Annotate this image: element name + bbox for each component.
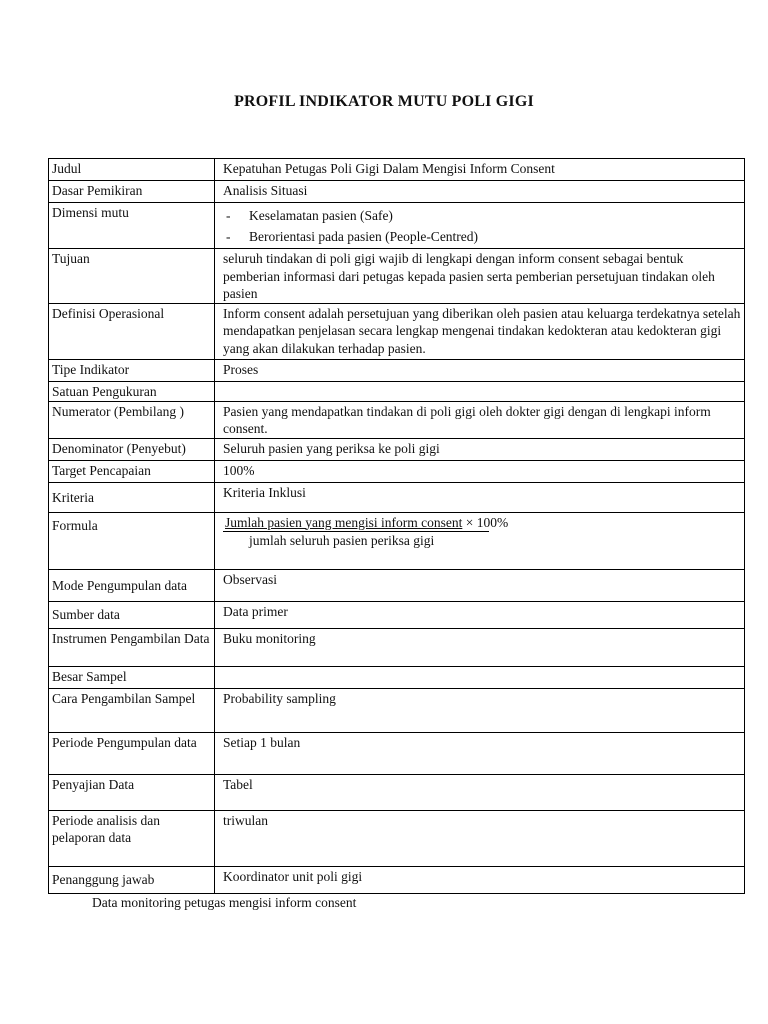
row-value: Observasi [215,569,745,601]
formula-multiplier: × 100% [465,514,509,530]
row-label: Penyajian Data [49,774,215,810]
row-label: Target Pencapaian [49,460,215,482]
row-value: Buku monitoring [215,628,745,666]
row-value: Tabel [215,774,745,810]
document-title: PROFIL INDIKATOR MUTU POLI GIGI [234,93,534,110]
row-value: Setiap 1 bulan [215,732,745,774]
table-row-tujuan [49,249,745,304]
row-value: Koordinator unit poli gigi [215,866,745,893]
table-row-instrumen [49,628,745,666]
row-label: Dasar Pemikiran [49,181,215,203]
list-item: - Keselamatan pasien (Safe) [223,207,741,225]
table-row-target-pencapaian [49,460,745,482]
table-row-numerator [49,401,745,438]
table-row-tipe-indikator [49,359,745,381]
row-label: Formula [49,512,215,569]
row-label: Definisi Operasional [49,303,215,359]
table-row-kriteria [49,482,745,512]
row-label: Cara Pengambilan Sampel [49,688,215,732]
row-value: Kepatuhan Petugas Poli Gigi Dalam Mengisi Inform Consent [215,159,745,181]
table-row-formula [49,512,745,569]
monitoring-caption: Data monitoring petugas mengisi inform consent [92,895,357,910]
row-value: Pasien yang mendapatkan tindakan di poli gigi oleh dokter gigi dengan di lengkapi inform consent. [215,401,745,438]
table-row-periode-pengumpulan [49,732,745,774]
row-label: Denominator (Penyebut) [49,438,215,460]
list-item: - Berorientasi pada pasien (People-Centred) [223,228,741,246]
row-value: Seluruh pasien yang periksa ke poli gigi [215,438,745,460]
formula-numerator-line [225,515,508,530]
table-row-sumber-data [49,601,745,628]
row-label: Satuan Pengukuran [49,381,215,401]
row-label: Judul [49,159,215,181]
table-row-denominator [49,438,745,460]
row-value: Proses [215,359,745,381]
row-label: Instrumen Pengambilan Data [49,628,215,666]
row-value [215,512,745,569]
row-value [215,203,745,249]
table-row-periode-analisis [49,810,745,866]
indicator-profile-table [48,158,745,894]
row-label: Tujuan [49,249,215,304]
row-value: Probability sampling [215,688,745,732]
formula-denominator: jumlah seluruh pasien periksa gigi [223,531,489,550]
table-row-dasar-pemikiran [49,181,745,203]
row-label: Mode Pengumpulan data [49,569,215,601]
row-value: Kriteria Inklusi [215,482,745,512]
row-label: Sumber data [49,601,215,628]
row-label: Kriteria [49,482,215,512]
table-row-penyajian-data [49,774,745,810]
table-row-definisi-operasional [49,303,745,359]
formula-expression [223,514,741,550]
row-value [215,666,745,688]
row-label: Penanggung jawab [49,866,215,893]
dimension-list [223,207,741,245]
row-value: triwulan [215,810,745,866]
row-label: Numerator (Pembilang ) [49,401,215,438]
table-row-penanggung-jawab [49,866,745,893]
table-row-satuan-pengukuran [49,381,745,401]
row-label: Besar Sampel [49,666,215,688]
formula-numerator: Jumlah pasien yang mengisi inform consent [225,514,463,530]
table-row-judul [49,159,745,181]
row-value: seluruh tindakan di poli gigi wajib di lengkapi dengan inform consent sebagai bentuk pemberian informasi dari petugas kepada pasien serta pemberian persetujuan tindakan oleh pasien [215,249,745,304]
row-value: Data primer [215,601,745,628]
table-row-besar-sampel [49,666,745,688]
row-label: Tipe Indikator [49,359,215,381]
table-row-mode-pengumpulan [49,569,745,601]
row-value [215,381,745,401]
row-value: 100% [215,460,745,482]
table-row-cara-pengambilan [49,688,745,732]
row-label: Periode Pengumpulan data [49,732,215,774]
row-label: Dimensi mutu [49,203,215,249]
row-value: Analisis Situasi [215,181,745,203]
row-label: Periode analisis dan pelaporan data [49,810,215,866]
table-row-dimensi-mutu [49,203,745,249]
row-value: Inform consent adalah persetujuan yang diberikan oleh pasien atau keluarga terdekatnya setelah mendapatkan penjelasan secara lengkap mengenai tindakan kedokteran atau kedokteran gigi yang akan dilakukan terhadap pasien. [215,303,745,359]
